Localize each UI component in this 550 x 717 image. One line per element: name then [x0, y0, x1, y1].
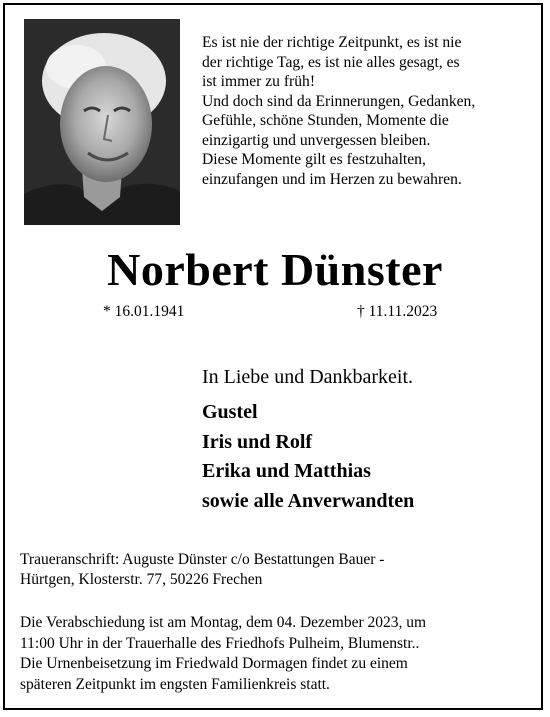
deceased-name: Norbert Dünster [107, 244, 443, 295]
mourner-name: Iris und Rolf [202, 430, 313, 453]
mourner-name: Erika und Matthias [202, 460, 371, 482]
mourner-name: Gustel [202, 401, 258, 423]
birth-date: * 16.01.1941 [103, 303, 185, 320]
closing-phrase: In Liebe und Dankbarkeit. [202, 366, 414, 388]
death-date: † 11.11.2023 [357, 303, 438, 320]
memorial-poem: Es ist nie der richtige Zeitpunkt, es ist nie der richtige Tag, es ist nie alles gesagt, es ist immer zu früh! Und doch sind da Erinnerungen, Gedanken, Gefühle, schöne Stunden, Momente die einzigartig und unvergessen bleiben. Diese Momente gilt es festzuhalten, einzufangen und im Herzen zu bewahren. [202, 34, 476, 188]
portrait-photo [24, 19, 180, 225]
mourning-address: Traueranschrift: Auguste Dünster c/o Bestattungen Bauer - Hürtgen, Klosterstr. 77, 50226 Frechen [20, 551, 385, 588]
mourners-list [202, 398, 414, 516]
service-details: Die Verabschiedung ist am Montag, dem 04. Dezember 2023, um 11:00 Uhr in der Trauerhalle des Friedhofs Pulheim, Blumenstr.. Die Urnenbeisetzung im Friedwald Dormagen findet zu einem späteren Zeitpunkt im engsten Familienkreis statt. [20, 614, 427, 693]
mourner-name: sowie alle Anverwandten [202, 489, 415, 512]
